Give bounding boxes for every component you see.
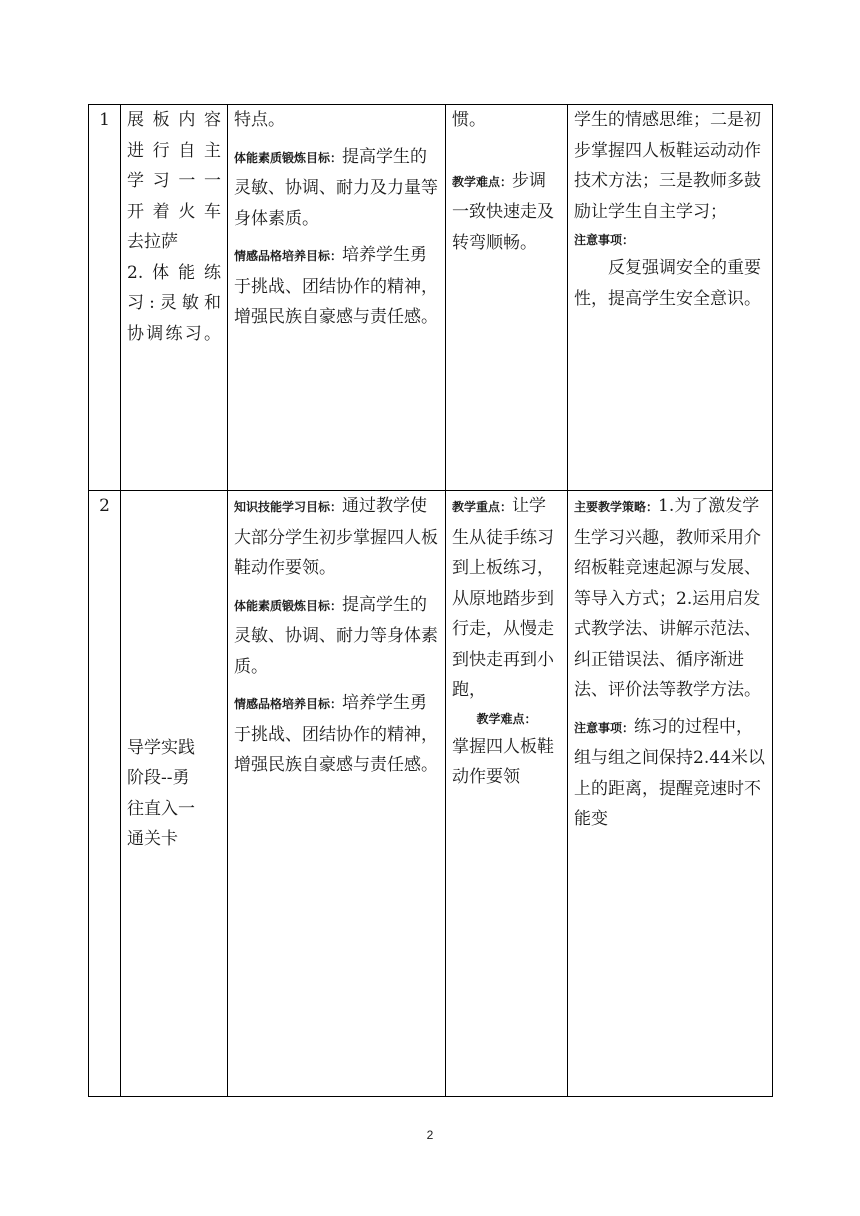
strategy-text: 1.为了激发学生学习兴趣，教师采用介绍板鞋竞速起源与发展、等导入方式；2.运用启发式教学法、讲解示范法、纠正错误法、循序渐进法、评价法等教学方法。 (574, 496, 761, 700)
goals-cell (228, 105, 446, 491)
focus-lead: 惯。 (452, 110, 486, 130)
strategy-label: 主要教学策略： (574, 500, 659, 514)
goal-item (234, 491, 439, 584)
page-number: 2 (426, 1128, 434, 1142)
goal-text: 培养学生勇于挑战、团结协作的精神，增强民族自豪感与责任感。 (234, 245, 438, 327)
goal-label: 知识技能学习目标： (234, 500, 343, 514)
goals-cell (228, 491, 446, 1097)
goal-label: 体能素质锻炼目标： (234, 598, 343, 613)
row-number: 2 (89, 491, 121, 1097)
difficulty (452, 166, 561, 259)
stage-line: 往直入一 (127, 798, 195, 819)
stage-line: 展板内容 (127, 110, 221, 130)
stage-line: 学习一一 (127, 171, 221, 191)
goal-label: 情感品格培养目标： (234, 249, 343, 263)
note (574, 712, 766, 835)
key-point-label: 教学重点： (452, 500, 513, 514)
key-point (452, 491, 561, 706)
goal-lead: 特点。 (234, 110, 285, 130)
goal-item (234, 142, 439, 235)
goal-text: 提高学生的灵敏、协调、耐力等身体素质。 (234, 594, 438, 677)
goal-item (234, 590, 439, 683)
strategy-cell (568, 491, 773, 1097)
table-row (89, 105, 773, 491)
strategy-text: 学生的情感思维；二是初步掌握四人板鞋运动动作技术方法；三是教师多鼓励让学生自主学习； (574, 110, 761, 222)
stage-cell (121, 105, 228, 491)
stage-line: 习:灵敏和 (127, 293, 221, 313)
stage-line: 协调练习。 (127, 323, 221, 344)
goal-text: 通过教学使大部分学生初步掌握四人板鞋动作要领。 (234, 496, 438, 578)
difficulty-label: 教学难点： (452, 174, 513, 189)
goal-item (234, 240, 439, 333)
goal-item (234, 688, 439, 781)
row-number: 1 (89, 105, 121, 491)
key-point-text: 让学生从徒手练习到上板练习，从原地踏步到行走，从慢走到快走再到小跑， (452, 496, 554, 700)
strategy (574, 491, 766, 706)
focus-cell (446, 105, 568, 491)
stage-line: 阶段--勇 (127, 768, 190, 788)
goal-text: 提高学生的灵敏、协调、耐力及力量等身体素质。 (234, 146, 438, 229)
stage-line: 导学实践 (127, 737, 195, 758)
difficulty-label: 教学难点： (476, 711, 537, 726)
table-row (89, 491, 773, 1097)
stage-line: 2.体能练 (127, 262, 221, 283)
lesson-plan-table (88, 104, 773, 1097)
note-text: 反复强调安全的重要性，提高学生安全意识。 (574, 258, 761, 309)
goal-label: 体能素质锻炼目标： (234, 150, 343, 165)
stage-line: 开着火车 (127, 201, 221, 222)
stage-cell (121, 491, 228, 1097)
stage-line: 进行自主 (127, 140, 221, 161)
focus-cell (446, 491, 568, 1097)
difficulty-text: 步调一致快速走及转弯顺畅。 (452, 170, 554, 253)
note-label: 注意事项： (574, 233, 635, 247)
note-text: 练习的过程中，组与组之间保持2.44米以上的距离，提醒竞速时不能变 (574, 716, 765, 829)
note-label: 注意事项： (574, 720, 635, 735)
difficulty-text: 掌握四人板鞋动作要领 (452, 736, 554, 787)
goal-text: 培养学生勇于挑战、团结协作的精神，增强民族自豪感与责任感。 (234, 693, 438, 775)
stage-line: 通关卡 (127, 829, 178, 849)
strategy-cell (568, 105, 773, 491)
stage-line: 去拉萨 (127, 232, 178, 252)
goal-label: 情感品格培养目标： (234, 697, 343, 711)
